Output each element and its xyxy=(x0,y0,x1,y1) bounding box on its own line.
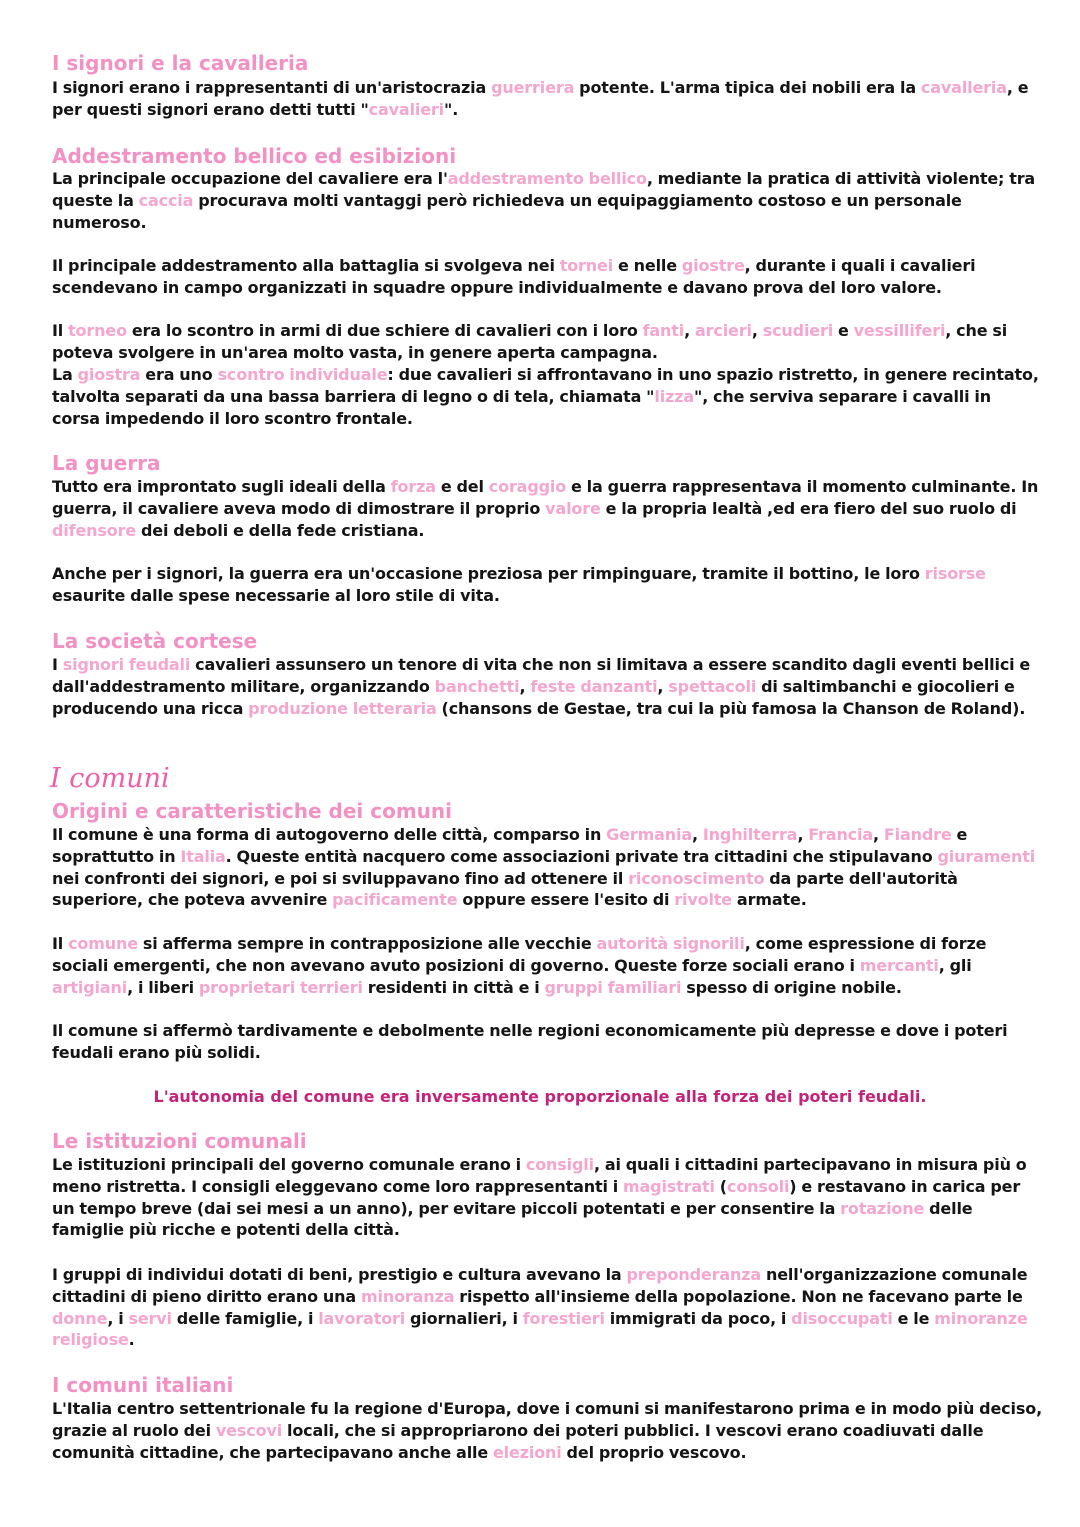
text-run: e xyxy=(833,321,854,340)
text-run: armate. xyxy=(732,890,807,910)
highlighted-term: cavalleria xyxy=(920,78,1007,97)
text-run: e la propria lealtà ,ed era fiero del suo ruolo di xyxy=(600,498,1017,518)
text-run: Il comune si affermò tardivamente e debolmente nelle regioni economicamente più depresse e dove i poteri feudali erano più solidi. xyxy=(52,1021,1008,1062)
text-run: era lo scontro in armi di due schiere di cavalieri con i loro xyxy=(126,321,643,340)
paragraph xyxy=(52,933,1042,998)
text-run: , i xyxy=(107,1308,129,1328)
section-heading-societa-cortese: La società cortese xyxy=(52,629,258,653)
text-run: nell'organizzazione comunale cittadini di pieno diritto erano una xyxy=(52,1265,1028,1306)
text-run: ) e restavano in carica per un tempo breve (dai sei mesi a un anno), per evitare piccoli potentati e per consentire la xyxy=(52,1176,1021,1218)
highlighted-term: guerriera xyxy=(491,78,575,97)
text-run: : due cavalieri si affrontavano in uno spazio ristretto, in genere recintato, talvolta separati da una bassa barriera di legno o di tela, chiamata " xyxy=(52,365,1039,406)
highlighted-term: Germania xyxy=(606,825,692,844)
highlighted-term: forestieri xyxy=(522,1308,605,1328)
text-run: I gruppi di individui dotati di beni, prestigio e cultura avevano la xyxy=(52,1265,627,1284)
chapter-title-comuni: I comuni xyxy=(50,763,170,794)
text-run: , che si poteva svolgere in un'area molto vasta, in genere aperta campagna. xyxy=(52,321,1008,362)
highlighted-term: consoli xyxy=(726,1176,790,1196)
highlighted-term: signori feudali xyxy=(62,655,191,674)
highlighted-term: elezioni xyxy=(492,1442,562,1462)
paragraph xyxy=(52,320,1042,364)
highlighted-term: fanti xyxy=(642,321,685,340)
text-run: e le xyxy=(892,1308,935,1328)
paragraph xyxy=(52,476,1042,541)
text-run: dei deboli e della fede cristiana. xyxy=(136,520,425,540)
highlighted-term: disoccupati xyxy=(791,1308,893,1328)
text-run: locali, che si appropriarono dei poteri pubblici. I vescovi erano coadiuvati dalle comunità cittadine, che partecipavano anche alle xyxy=(52,1420,984,1462)
highlighted-term: donne xyxy=(52,1308,108,1328)
text-run: oppure essere l'esito di xyxy=(457,890,675,910)
text-run: potente. L'arma tipica dei nobili era la xyxy=(574,78,921,97)
text-run: e del xyxy=(435,477,489,496)
text-run: delle famiglie più ricche e potenti della città. xyxy=(52,1198,973,1240)
highlighted-term: vescovi xyxy=(215,1420,283,1440)
highlighted-term: valore xyxy=(545,498,601,518)
highlighted-term: scudieri xyxy=(762,321,834,340)
highlighted-term: Francia xyxy=(808,825,873,844)
section-heading-addestramento: Addestramento bellico ed esibizioni xyxy=(52,144,457,168)
highlighted-term: forza xyxy=(390,477,436,496)
section-heading-guerra: La guerra xyxy=(52,451,161,475)
highlighted-term: difensore xyxy=(52,520,137,540)
highlighted-term: lizza xyxy=(654,386,695,406)
text-run: ( xyxy=(714,1176,727,1196)
text-run: Tutto era improntato sugli ideali della xyxy=(52,477,391,496)
highlighted-term: comune xyxy=(68,934,138,953)
highlighted-term: banchetti xyxy=(434,676,520,696)
text-run: , xyxy=(873,825,884,844)
paragraph xyxy=(52,1398,1042,1463)
highlighted-term: cavalieri xyxy=(368,99,445,119)
text-run: L'Italia centro settentrionale fu la regione d'Europa, dove i comuni si manifestarono prima e in modo più deciso, grazie al ruolo dei xyxy=(52,1399,1042,1440)
text-run: e nelle xyxy=(613,256,682,275)
text-run: Le istituzioni principali del governo comunale erano i xyxy=(52,1155,526,1174)
paragraph xyxy=(52,1154,1042,1241)
highlighted-term: rotazione xyxy=(840,1198,925,1218)
paragraph xyxy=(52,824,1042,911)
highlighted-term: lavoratori xyxy=(318,1308,406,1328)
text-run: nei confronti dei signori, e poi si sviluppavano fino ad ottenere il xyxy=(52,868,629,888)
section-heading-istituzioni: Le istituzioni comunali xyxy=(52,1129,307,1153)
highlighted-term: rivolte xyxy=(674,890,733,910)
highlighted-term: giostre xyxy=(681,256,745,275)
text-run: da parte dell'autorità superiore, che poteva avvenire xyxy=(52,868,958,910)
highlighted-term: scontro individuale xyxy=(217,365,388,384)
highlighted-term: proprietari terrieri xyxy=(198,977,363,997)
paragraph xyxy=(52,1020,1042,1064)
text-run: , i liberi xyxy=(127,977,199,997)
text-run: spesso di origine nobile. xyxy=(681,977,902,997)
text-run: Il xyxy=(52,934,69,953)
highlighted-term: mercanti xyxy=(859,955,939,975)
highlighted-term: Fiandre xyxy=(883,825,952,844)
highlighted-term: addestramento bellico xyxy=(447,169,647,188)
highlighted-term: pacificamente xyxy=(332,890,458,910)
text-run: esaurite dalle spese necessarie al loro stile di vita. xyxy=(52,585,500,605)
text-run: si afferma sempre in contrapposizione alle vecchie xyxy=(137,934,597,953)
text-run: , come espressione di forze sociali emergenti, che non avevano avuto posizioni di governo. Queste forze sociali erano i xyxy=(52,934,987,975)
text-run: del proprio vescovo. xyxy=(561,1442,747,1462)
text-run: di saltimbanchi e giocolieri e producendo una ricca xyxy=(52,676,1015,718)
text-run: Il xyxy=(52,321,69,340)
highlighted-term: tornei xyxy=(559,256,614,275)
text-run: e la guerra rappresentava il momento culminante. In guerra, il cavaliere aveva modo di dimostrare il proprio xyxy=(52,477,1039,518)
text-run: procurava molti vantaggi però richiedeva un equipaggiamento costoso e un personale numeroso. xyxy=(52,190,962,232)
text-run: ", che serviva separare i cavalli in corsa impedendo il loro scontro frontale. xyxy=(52,386,991,428)
text-run: immigrati da poco, i xyxy=(604,1308,792,1328)
highlighted-term: minoranze religiose xyxy=(52,1308,1028,1350)
highlighted-term: artigiani xyxy=(52,977,128,997)
highlighted-term: giostra xyxy=(77,365,141,384)
text-run: , xyxy=(519,676,531,696)
highlighted-term: Italia xyxy=(180,846,226,866)
highlighted-term: risorse xyxy=(924,564,986,583)
section-heading-comuni-italiani: I comuni italiani xyxy=(52,1373,234,1397)
highlighted-term: gruppi familiari xyxy=(544,977,682,997)
text-run: . xyxy=(128,1330,135,1350)
highlighted-term: coraggio xyxy=(488,477,567,496)
text-run: Anche per i signori, la guerra era un'occasione preziosa per rimpinguare, tramite il bottino, le loro xyxy=(52,564,925,583)
text-run: , xyxy=(657,676,669,696)
text-run: era uno xyxy=(140,365,218,384)
text-run: (chansons de Gestae, tra cui la più famosa la Chanson de Roland). xyxy=(436,698,1026,718)
text-run: e soprattutto in xyxy=(52,825,968,866)
text-run: I signori erano i rappresentanti di un'aristocrazia xyxy=(52,78,492,97)
text-run: ". xyxy=(444,99,459,119)
text-run: . Queste entità nacquero come associazioni private tra cittadini che stipulavano xyxy=(225,846,938,866)
paragraph xyxy=(52,77,1042,121)
text-run: , mediante la pratica di attività violente; tra queste la xyxy=(52,169,1036,210)
paragraph xyxy=(52,563,1042,607)
text-run: Il comune è una forma di autogoverno delle città, comparso in xyxy=(52,825,607,844)
text-run: , xyxy=(751,321,763,340)
paragraph xyxy=(52,1264,1042,1351)
paragraph xyxy=(52,654,1042,719)
highlighted-term: Inghilterra xyxy=(702,825,798,844)
highlighted-term: autorità signorili xyxy=(596,934,745,953)
section-heading-signori: I signori e la cavalleria xyxy=(52,51,309,75)
highlighted-term: arcieri xyxy=(695,321,752,340)
highlighted-term: servi xyxy=(128,1308,172,1328)
paragraph xyxy=(52,168,1042,233)
highlighted-term: minoranza xyxy=(360,1286,455,1306)
highlighted-term: magistrati xyxy=(622,1176,715,1196)
text-run: giornalieri, i xyxy=(405,1308,523,1328)
highlighted-term: giuramenti xyxy=(937,846,1036,866)
text-run: , xyxy=(684,321,695,340)
highlighted-term: torneo xyxy=(68,321,127,340)
highlighted-term: vessilliferi xyxy=(853,321,946,340)
paragraph xyxy=(52,364,1042,429)
text-run: Il principale addestramento alla battaglia si svolgeva nei xyxy=(52,256,560,275)
text-run: residenti in città e i xyxy=(362,977,545,997)
highlighted-term: produzione letteraria xyxy=(248,698,437,718)
text-run: , xyxy=(797,825,809,844)
highlighted-term: riconoscimento xyxy=(628,868,765,888)
text-run: , ai quali i cittadini partecipavano in misura più o meno ristretta. I consigli eleggevano come loro rappresentanti i xyxy=(52,1155,1027,1196)
text-run: , xyxy=(691,825,703,844)
key-statement: L'autonomia del comune era inversamente proporzionale alla forza dei poteri feudali. xyxy=(153,1087,927,1106)
text-run: , durante i quali i cavalieri scendevano in campo organizzati in squadre oppure individualmente e davano prova del loro valore. xyxy=(52,256,976,297)
text-run: La principale occupazione del cavaliere era l' xyxy=(52,169,448,188)
text-run: , e per questi signori erano detti tutti " xyxy=(52,78,1029,119)
text-run: La xyxy=(52,365,78,384)
paragraph xyxy=(52,255,1042,299)
highlighted-term: feste danzanti xyxy=(530,676,658,696)
text-run: I xyxy=(52,655,63,674)
text-run: delle famiglie, i xyxy=(171,1308,319,1328)
highlighted-term: consigli xyxy=(525,1155,594,1174)
section-heading-origini: Origini e caratteristiche dei comuni xyxy=(52,799,452,823)
text-run: rispetto all'insieme della popolazione. Non ne facevano parte le xyxy=(454,1286,1023,1306)
highlighted-term: spettacoli xyxy=(668,676,757,696)
text-run: cavalieri assunsero un tenore di vita che non si limitava a essere scandito dagli eventi bellici e dall'addestramento militare, organizzando xyxy=(52,655,1031,696)
highlighted-term: caccia xyxy=(138,190,194,210)
highlighted-term: preponderanza xyxy=(626,1265,762,1284)
text-run: , gli xyxy=(938,955,972,975)
